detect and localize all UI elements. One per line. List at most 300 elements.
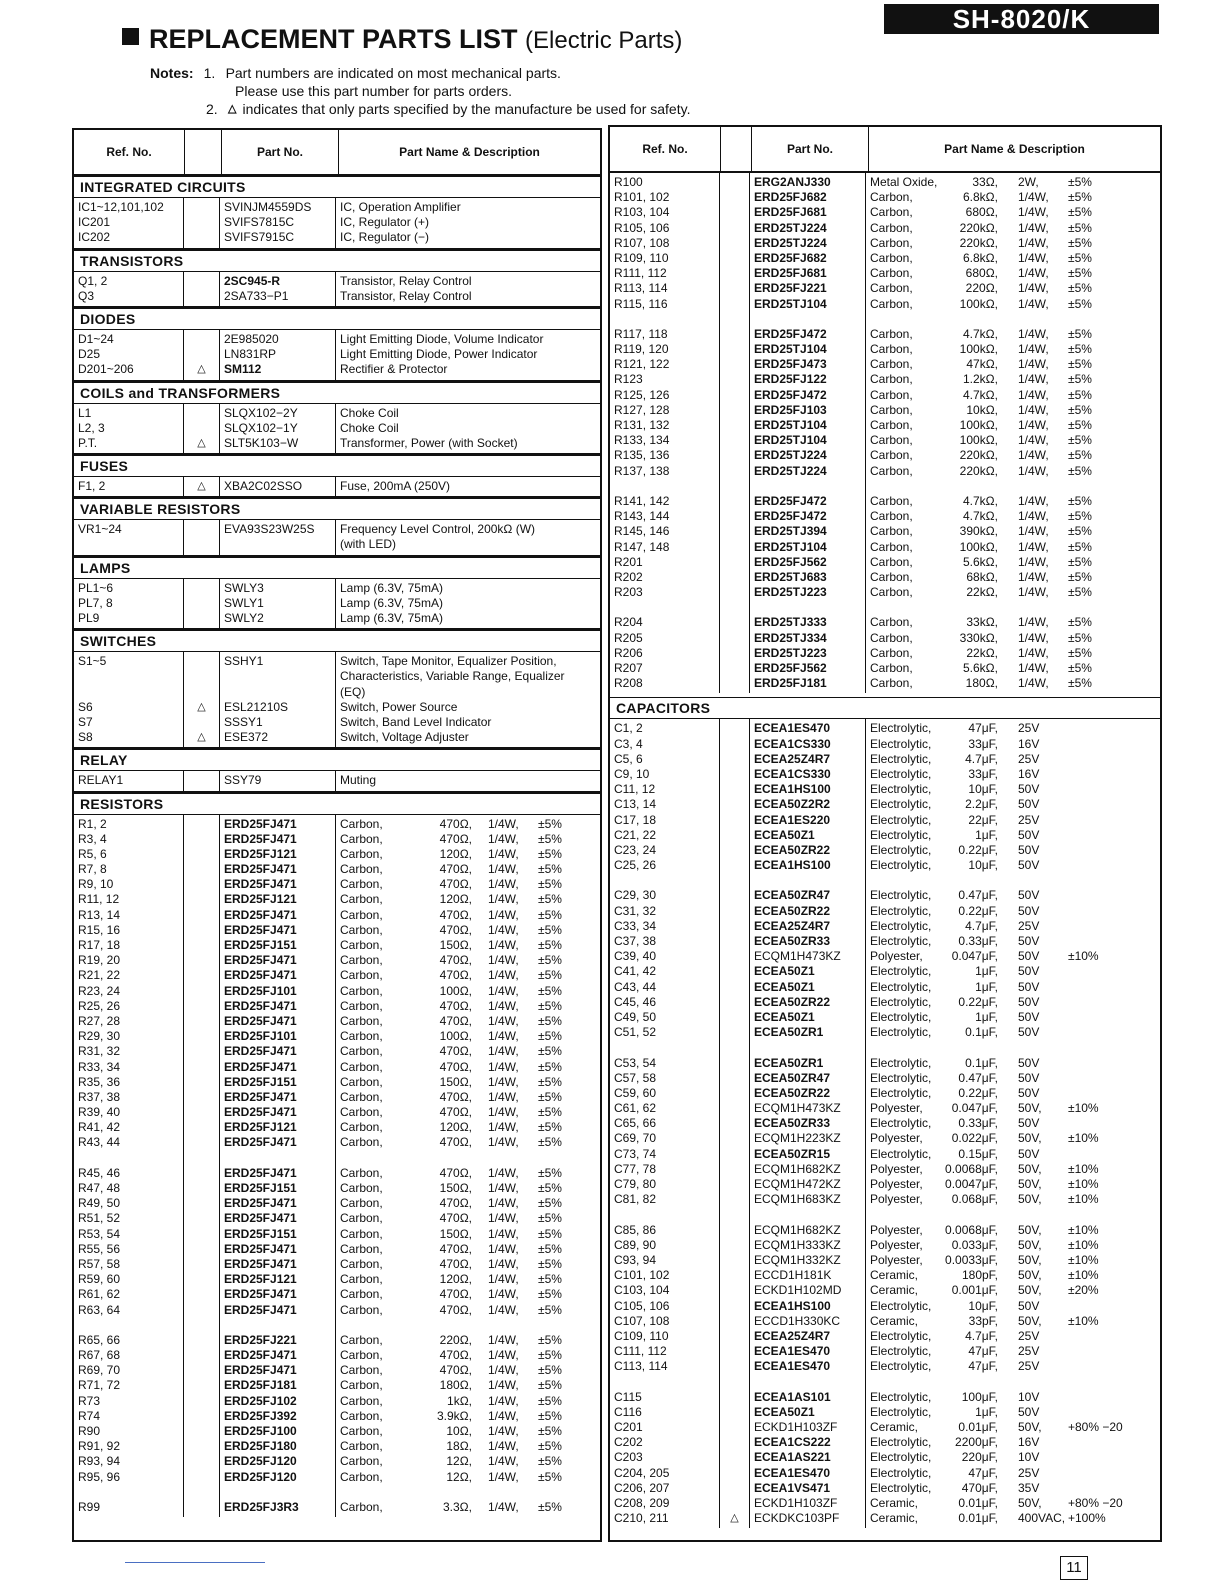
component-value: 220Ω, [439,1332,472,1347]
ref-no: C49, 50 [614,1009,657,1024]
component-rating: 1/4W, [488,1181,519,1195]
part-no: ERD25TJ224 [754,220,827,235]
component-value: 220Ω, [965,281,998,296]
safety-mark [724,646,745,661]
component-tolerance: ±10% [1068,949,1099,964]
component-rating: 1/4W, [488,1165,519,1180]
safety-mark [724,980,745,995]
component-tolerance: ±5% [538,1044,562,1059]
part-no [754,479,861,494]
component-tolerance [1068,767,1112,782]
header-description: Part Name & Description [944,142,1085,156]
safety-mark [724,509,745,524]
component-rating: 1/4W, [1018,463,1049,478]
component-type: Electrolytic, [870,1298,932,1313]
part-no: ERD25FJ181 [224,1378,297,1393]
description [870,1131,1156,1146]
safety-mark: △ [197,700,206,713]
part-no: ECEA50ZR33 [754,1116,831,1131]
component-type: Carbon, [340,1393,383,1408]
component-tolerance: ±5% [538,1454,562,1469]
bullet-square-icon [122,28,139,45]
description [870,813,1156,828]
component-tolerance [1068,1374,1112,1389]
safety-mark [188,923,215,938]
col-desc [336,272,600,306]
ref-no: IC202 [78,230,111,245]
ref-no: R41, 42 [78,1120,121,1135]
component-type: Carbon, [870,585,913,600]
component-value: 470Ω, [439,1287,472,1302]
col-part [220,520,336,554]
part-no: ERD25FJ471 [224,922,297,937]
component-tolerance: ±5% [538,1393,562,1408]
component-value: 0.15μF, [958,1146,998,1161]
component-tolerance: ±5% [1068,463,1092,478]
ref-no: C25, 26 [614,858,657,873]
note-text: indicates that only parts specified by the manufacture be used for safety. [242,101,691,117]
title-subtitle: (Electric Parts) [525,27,683,54]
safety-mark [724,1238,745,1253]
component-value [942,1374,1018,1389]
ref-no: R202 [614,569,643,584]
ref-no: R127, 128 [614,402,670,417]
description [340,1272,596,1287]
ref-no: F1, 2 [78,479,106,494]
description [870,205,1156,220]
component-type: Carbon, [870,205,913,220]
component-value: 3.9kΩ, [437,1408,472,1423]
component-type: Carbon, [340,1332,383,1347]
description [870,828,1156,843]
component-type [870,479,942,494]
part-no: ECEA50Z1 [754,827,815,842]
component-rating: 1/4W, [1018,235,1049,250]
ref-no: D1~24 [78,331,114,346]
part-no: ECEA50Z1 [754,1009,815,1024]
component-tolerance [1068,1207,1112,1222]
col-ref [74,477,184,496]
component-tolerance [1068,1481,1112,1496]
component-voltage: 50V, [1018,1313,1042,1328]
description [870,1101,1156,1116]
component-tolerance [538,1151,582,1166]
component-rating: 1/4W, [488,1256,519,1271]
component-type: Electrolytic, [870,1085,932,1100]
component-value: 470Ω, [439,968,472,983]
ref-no: R7, 8 [78,862,107,877]
safety-mark [188,938,215,953]
description [870,1374,1156,1389]
description [870,281,1156,296]
safety-mark [724,494,745,509]
component-tolerance [1068,858,1112,873]
ref-no: R201 [614,554,643,569]
description [870,266,1156,281]
component-tolerance: ±10% [1068,1161,1099,1176]
description: Lamp (6.3V, 75mA) [340,580,443,595]
ref-no [78,1151,179,1166]
description [340,938,596,953]
component-value: 470Ω, [439,1241,472,1256]
component-value: 1.2kΩ, [963,372,998,387]
ref-no: C59, 60 [614,1085,657,1100]
safety-mark [188,1075,215,1090]
part-no [224,1151,331,1166]
part-no: ECEA50Z1 [754,1404,815,1419]
description [870,1496,1156,1511]
component-rating: 1/4W, [1018,615,1049,630]
component-value: 0.01μF, [958,1511,998,1526]
component-type: Electrolytic, [870,842,932,857]
description [340,847,596,862]
description [870,737,1156,752]
component-value: 150Ω, [439,938,472,952]
title-text: REPLACEMENT PARTS LIST [149,24,518,54]
part-no: ECEA50Z1 [754,964,815,979]
col-desc [866,173,1160,693]
description [340,1135,596,1150]
component-tolerance: ±5% [1068,250,1092,265]
description [340,1090,596,1105]
component-type: Carbon, [870,661,913,675]
component-tolerance [1068,873,1112,888]
part-no: SLQX102−2Y [224,405,298,420]
component-rating: 1/4W, [1018,676,1049,691]
component-rating: 1/4W, [488,892,519,907]
component-type: Carbon, [340,1120,383,1135]
ref-no: R59, 60 [78,1272,121,1287]
description [340,817,596,832]
safety-mark [724,888,745,903]
component-type: Carbon, [340,1029,383,1044]
component-value: 470Ω, [439,1256,472,1271]
component-rating: 1/4W, [1018,554,1049,569]
component-rating: 1/4W, [1018,250,1049,265]
component-rating: 1/4W, [1018,190,1049,205]
safety-mark [724,190,745,205]
component-type: Carbon, [870,630,913,645]
component-type: Carbon, [870,524,913,539]
component-value: 10kΩ, [966,402,998,417]
component-tolerance [1068,1299,1112,1314]
component-value: 470Ω, [439,877,472,892]
safety-mark [724,403,745,418]
component-voltage: 25V [1018,918,1040,933]
ref-no: C201 [614,1420,643,1434]
safety-mark [188,953,215,968]
component-value: 2200μF, [955,1435,998,1450]
safety-mark [724,312,745,327]
parts-table-right [608,125,1162,1542]
component-value: 470Ω, [439,1013,472,1028]
component-tolerance: ±5% [538,1029,562,1044]
safety-mark [724,342,745,357]
component-value: 100kΩ, [959,418,998,432]
part-no: ERD25FJ121 [224,892,297,907]
component-rating: 1/4W, [1018,402,1049,417]
component-value [942,479,1018,494]
component-value: 100μF, [961,1389,998,1404]
component-type: Electrolytic, [870,1344,932,1359]
description [340,1470,596,1485]
component-type: Carbon, [340,816,383,831]
component-rating: 1/4W, [488,1272,519,1287]
component-voltage: 25V [1018,1465,1040,1480]
ref-no: C107, 108 [614,1313,670,1328]
safety-mark [188,1257,215,1272]
component-rating: 1/4W, [1018,357,1049,372]
safety-mark [724,904,745,919]
component-rating: 1/4W, [488,1135,519,1150]
component-type: Electrolytic, [870,934,932,948]
ref-no: R39, 40 [78,1105,121,1120]
description [870,494,1156,509]
ref-no: IC1~12,101,102 [78,200,164,214]
ref-no: C61, 62 [614,1101,657,1116]
component-value: 0.22μF, [958,1085,998,1100]
component-value: 1μF, [975,964,998,979]
component-tolerance: ±5% [1068,190,1092,205]
ref-no: C57, 58 [614,1070,657,1085]
part-no: ERD25FJ471 [224,1302,297,1317]
component-type: Carbon, [340,1059,383,1074]
part-no: ERD25TJ104 [754,342,827,357]
col-mark [184,520,220,554]
component-value: 390kΩ, [959,524,998,539]
component-value: 470Ω, [439,998,472,1013]
safety-mark [724,464,745,479]
component-tolerance [1068,1056,1112,1071]
component-type: Carbon, [870,448,913,463]
component-type: Carbon, [870,645,913,660]
component-type: Electrolytic, [870,1070,932,1085]
component-tolerance: ±5% [538,1439,562,1454]
section-title: RELAY [74,749,600,771]
component-rating: 1/4W, [488,1044,519,1059]
note-number: 2. [206,101,218,117]
ref-no [614,312,715,327]
component-value: 33μF, [968,766,998,781]
component-rating: 1/4W, [488,1348,519,1363]
component-type: Carbon, [340,1089,383,1104]
description [340,1060,596,1075]
description [870,1056,1156,1071]
description: (EQ) [340,684,366,699]
safety-mark [188,892,215,907]
ref-no: C203 [614,1450,643,1465]
description [870,1268,1156,1283]
ref-no: Q1, 2 [78,273,108,288]
part-no: ECEA1HS100 [754,858,831,873]
safety-mark [188,1378,215,1393]
component-type: Carbon, [340,1181,383,1195]
col-ref [610,719,720,1528]
safety-mark [724,767,745,782]
col-mark [184,477,220,496]
safety-mark [724,631,745,646]
ref-no: C115 [614,1389,642,1404]
part-no: ECEA50Z1 [754,979,815,994]
component-tolerance [1068,1040,1112,1055]
ref-no: R137, 138 [614,463,670,478]
component-type: Carbon, [340,1226,383,1241]
description [340,1044,596,1059]
component-type: Electrolytic, [870,1450,932,1465]
description [870,312,1156,327]
component-type: Carbon, [870,220,913,235]
component-tolerance: ±20% [1068,1283,1099,1298]
component-type: Electrolytic, [870,827,932,842]
component-rating: 1/4W, [1018,448,1049,463]
description [340,1211,596,1226]
ref-no: C109, 110 [614,1328,669,1343]
description: Transistor, Relay Control [340,288,472,303]
safety-mark [188,773,215,788]
component-tolerance [1068,1116,1112,1131]
ref-no: R73 [78,1393,101,1408]
col-ref [74,330,184,380]
model-badge: SH-8020/K [884,4,1159,34]
component-tolerance: ±5% [1068,554,1092,569]
ref-no: L1 [78,405,92,420]
component-rating: 1/4W, [1018,266,1049,281]
description [870,1253,1156,1268]
ref-no: R67, 68 [78,1348,121,1363]
table-header [610,127,1160,173]
part-no: ECEA25Z4R7 [754,918,831,933]
component-type: Carbon, [340,922,383,937]
ref-no: C210, 211 [614,1511,669,1526]
ref-no: R13, 14 [78,907,121,922]
ref-no: R25, 26 [78,998,121,1013]
description [870,1405,1156,1420]
safety-mark [724,1207,745,1222]
ref-no: R143, 144 [614,509,670,524]
safety-mark [724,1040,745,1055]
component-tolerance: ±5% [538,907,562,922]
component-type: Carbon, [870,281,913,296]
part-no: ECEA1VS471 [754,1480,831,1495]
part-no: ERD25FJ562 [754,661,827,675]
part-no: ECEA50ZR1 [754,1025,824,1040]
component-value: 0.33μF, [958,934,998,948]
ref-no: R109, 110 [614,250,669,265]
safety-mark [188,274,215,289]
component-tolerance: ±10% [1068,1222,1099,1237]
part-no: ERD25TJ104 [754,418,827,432]
safety-mark [724,964,745,979]
component-voltage: 35V [1018,1480,1040,1495]
part-no: ERD25FJ120 [224,1454,297,1469]
component-tolerance [1068,904,1112,919]
component-value: 220μF, [961,1450,998,1465]
description: (with LED) [340,537,397,552]
component-value: 47μF, [968,1465,998,1480]
component-voltage: 50V [1018,934,1040,948]
ref-no: R131, 132 [614,418,670,432]
component-value [942,1040,1018,1055]
ref-no: PL7, 8 [78,595,113,610]
component-tolerance [1068,1450,1112,1465]
ref-no: D201~206 [78,362,134,377]
component-voltage: 50V, [1018,1495,1042,1510]
description [340,908,596,923]
description [340,1333,596,1348]
safety-mark [724,266,745,281]
col-ref [74,272,184,306]
component-tolerance: ±5% [1068,539,1092,554]
note-text: Part numbers are indicated on most mechanical parts. [225,65,561,81]
component-tolerance [1068,843,1112,858]
safety-mark [188,654,215,669]
description [870,721,1156,736]
safety-mark [188,611,215,626]
component-rating: 1/4W, [488,1424,519,1438]
description [870,388,1156,403]
part-no: SVINJM4559DS [224,200,312,214]
component-rating: 1/4W, [488,1332,519,1347]
component-tolerance: ±5% [538,1013,562,1028]
safety-mark [188,406,215,421]
ref-no: R117, 118 [614,326,668,341]
ref-no: C202 [614,1435,643,1450]
component-value: 4.7kΩ, [963,387,998,402]
component-rating: 1/4W, [1018,661,1049,675]
component-value: 4.7kΩ, [963,493,998,508]
resistor-group [74,815,600,1518]
component-tolerance [1068,828,1112,843]
component-value: 3.3Ω, [443,1499,472,1514]
description [870,570,1156,585]
description [340,1242,596,1257]
component-type: Electrolytic, [870,1328,932,1343]
component-value: 0.01μF, [958,1495,998,1510]
ref-no: R147, 148 [614,539,670,554]
component-type: Carbon, [340,1013,383,1028]
safety-mark [188,817,215,832]
part-no: ERD25FJ681 [754,205,827,220]
safety-mark [188,522,215,537]
component-rating: 1/4W, [488,953,519,968]
safety-mark [724,1177,745,1192]
component-type: Carbon, [340,998,383,1013]
component-value: 0.22μF, [958,903,998,918]
safety-mark [724,1010,745,1025]
description: Lamp (6.3V, 75mA) [340,611,443,625]
description [340,1303,596,1318]
safety-mark [724,995,745,1010]
component-tolerance: ±10% [1068,1192,1099,1207]
part-no: ERD25FJ472 [754,387,827,402]
component-rating: 1/4W, [488,1302,519,1317]
description [340,1318,596,1333]
part-no [224,669,331,684]
component-value: 1kΩ, [447,1393,472,1408]
component-tolerance: ±10% [1068,1268,1099,1283]
col-part [220,652,336,747]
description [340,1485,596,1500]
component-rating: 1/4W, [488,831,519,846]
description [340,923,596,938]
ref-no: R119, 120 [614,342,669,357]
ref-no: R61, 62 [78,1287,121,1302]
resistor-group [610,173,1160,693]
component-type: Carbon, [340,1302,383,1317]
ref-no: IC201 [78,215,111,230]
col-ref [74,579,184,629]
description: Switch, Power Source [340,699,458,714]
